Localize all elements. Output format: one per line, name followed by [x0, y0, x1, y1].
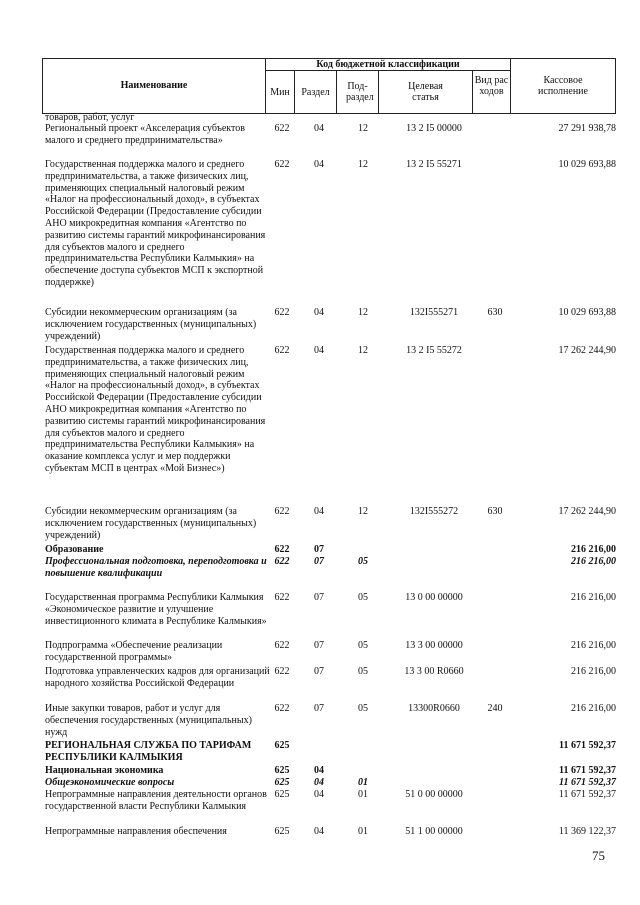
cell-target: 51 0 00 00000: [405, 789, 463, 800]
cell-name: Профессиональная подготовка, переподготовка и повышение квалификации: [45, 556, 267, 579]
cell-amount: 11 671 592,37: [559, 740, 616, 751]
cell-min: 622: [274, 307, 290, 318]
cell-min: 625: [274, 826, 290, 837]
cell-amount: 216 216,00: [571, 592, 616, 603]
header-expense-type: Вид расходов: [474, 75, 509, 97]
cell-target: 132I555272: [409, 506, 459, 517]
cell-subsection: 12: [358, 123, 368, 134]
header-subsection: Под-раздел: [346, 81, 374, 103]
cell-section: 07: [314, 640, 324, 651]
cell-section: 04: [314, 123, 324, 134]
cell-amount: 216 216,00: [571, 666, 616, 677]
cell-amount: 11 671 592,37: [558, 789, 616, 800]
cell-amount: 11 671 592,37: [559, 765, 616, 776]
cell-amount: 10 029 693,88: [558, 307, 616, 318]
cell-amount: 216 216,00: [571, 556, 616, 567]
cell-amount: 10 029 693,88: [558, 159, 616, 170]
cell-target: 13 3 00 00000: [405, 640, 463, 651]
cell-section: 04: [314, 307, 324, 318]
cell-section: 04: [314, 159, 324, 170]
cell-amount: 17 262 244,90: [558, 345, 616, 356]
header-code-group: Код бюджетной классификации: [316, 59, 460, 70]
cell-subsection: 12: [358, 307, 368, 318]
cell-name: Субсидии некоммерческим организациям (за исключением государственных (муниципальных) учреждений): [45, 506, 257, 541]
header-name: Наименование: [120, 80, 188, 91]
cell-expense-type: 630: [487, 506, 503, 517]
cell-min: 622: [274, 345, 290, 356]
cell-section: 04: [314, 826, 324, 837]
cell-subsection: 05: [358, 703, 368, 714]
cell-section: 07: [314, 592, 324, 603]
cell-target: 13 2 I5 00000: [406, 123, 462, 134]
cell-min: 622: [274, 640, 290, 651]
cell-min: 622: [274, 666, 290, 677]
cell-min: 622: [274, 123, 290, 134]
page-number: 75: [592, 848, 605, 863]
cell-name: Государственная программа Республики Калмыкия «Экономическое развитие и улучшение инвестиционного климата в Республике Калмыкия»: [45, 592, 267, 627]
cell-name: Региональный проект «Акселерация субъектов малого и среднего предпринимательства»: [45, 123, 245, 146]
cell-target: 13300R0660: [408, 703, 460, 714]
cell-amount: 17 262 244,90: [558, 506, 616, 517]
cell-name: Непрограммные направления обеспечения: [45, 826, 227, 837]
cell-min: 625: [274, 765, 290, 776]
cell-section: 07: [314, 544, 324, 555]
cell-expense-type: 240: [487, 703, 503, 714]
cell-expense-type: 630: [487, 307, 503, 318]
cell-name: товаров, работ, услуг: [45, 112, 135, 123]
cell-min: 622: [274, 159, 290, 170]
cell-name: РЕГИОНАЛЬНАЯ СЛУЖБА ПО ТАРИФАМ РЕСПУБЛИКИ КАЛМЫКИЯ: [45, 740, 252, 763]
cell-subsection: 01: [358, 789, 368, 800]
cell-amount: 216 216,00: [571, 640, 616, 651]
cell-target: 13 0 00 00000: [405, 592, 463, 603]
cell-name: Государственная поддержка малого и среднего предпринимательства, а также физических лиц, применяющих специальный налоговый режим «Налог на профессиональный доход», в субъектах Российской Федерации (Предоставление субсидии АНО микрокредитная компания «Агентство по развитию системы гарантий микрофинансирования для субъектов малого и среднего предпринимательства Республики Калмыкия» на оказание комплекса услуг и мер поддержки субъектам МСП в центрах «Мой Бизнес»): [45, 345, 266, 474]
cell-subsection: 12: [358, 345, 368, 356]
cell-section: 07: [314, 666, 324, 677]
header-amount: Кассовое исполнение: [538, 75, 588, 97]
header-target: Целевая статья: [408, 81, 443, 103]
cell-section: 04: [314, 345, 324, 356]
cell-amount: 216 216,00: [571, 703, 616, 714]
header-section: Раздел: [301, 87, 330, 98]
cell-amount: 11 671 592,37: [559, 777, 616, 788]
cell-name: Подпрограмма «Обеспечение реализации государственной программы»: [45, 640, 223, 663]
cell-target: 13 2 I5 55271: [406, 159, 462, 170]
cell-name: Общеэкономические вопросы: [45, 777, 175, 788]
cell-target: 51 1 00 00000: [405, 826, 463, 837]
cell-name: Образование: [45, 544, 104, 555]
cell-amount: 216 216,00: [571, 544, 616, 555]
cell-min: 622: [274, 556, 290, 567]
cell-subsection: 05: [358, 592, 368, 603]
cell-min: 622: [274, 506, 290, 517]
cell-min: 625: [274, 740, 290, 751]
cell-amount: 11 369 122,37: [558, 826, 616, 837]
cell-section: 04: [314, 506, 324, 517]
cell-min: 622: [274, 544, 290, 555]
cell-section: 04: [314, 777, 324, 788]
cell-subsection: 01: [358, 777, 368, 788]
cell-name: Национальная экономика: [45, 765, 164, 776]
cell-section: 04: [314, 765, 324, 776]
cell-min: 625: [274, 777, 290, 788]
cell-name: Субсидии некоммерческим организациям (за исключением государственных (муниципальных) учреждений): [45, 307, 257, 342]
cell-min: 625: [274, 789, 290, 800]
cell-section: 07: [314, 556, 324, 567]
cell-min: 622: [274, 592, 290, 603]
cell-section: 04: [314, 789, 324, 800]
cell-target: 132I555271: [409, 307, 459, 318]
cell-name: Подготовка управленческих кадров для организаций народного хозяйства Российской Федерации: [45, 666, 270, 689]
cell-section: 07: [314, 703, 324, 714]
cell-subsection: 12: [358, 506, 368, 517]
cell-name: Государственная поддержка малого и среднего предпринимательства, а также физических лиц, применяющих специальный налоговый режим «Налог на профессиональный доход», в субъектах Российской Федерации (Предоставление субсидии АНО микрокредитная компания «Агентство по развитию системы гарантий микрофинансирования для субъектов малого и среднего предпринимательства Республики Калмыкия» на обеспечение доступа субъектов МСП к экспортной поддержке): [45, 159, 266, 288]
cell-subsection: 05: [358, 556, 368, 567]
cell-subsection: 01: [358, 826, 368, 837]
cell-subsection: 12: [358, 159, 368, 170]
cell-min: 622: [274, 703, 290, 714]
cell-target: 13 3 00 R0660: [404, 666, 464, 677]
cell-amount: 27 291 938,78: [558, 123, 616, 134]
cell-subsection: 05: [358, 640, 368, 651]
cell-name: Непрограммные направления деятельности органов государственной власти Республики Калмыкия: [45, 789, 267, 812]
cell-subsection: 05: [358, 666, 368, 677]
cell-name: Иные закупки товаров, работ и услуг для обеспечения государственных (муниципальных) нужд: [45, 703, 252, 738]
header-min: Мин: [270, 87, 290, 98]
cell-target: 13 2 I5 55272: [406, 345, 462, 356]
